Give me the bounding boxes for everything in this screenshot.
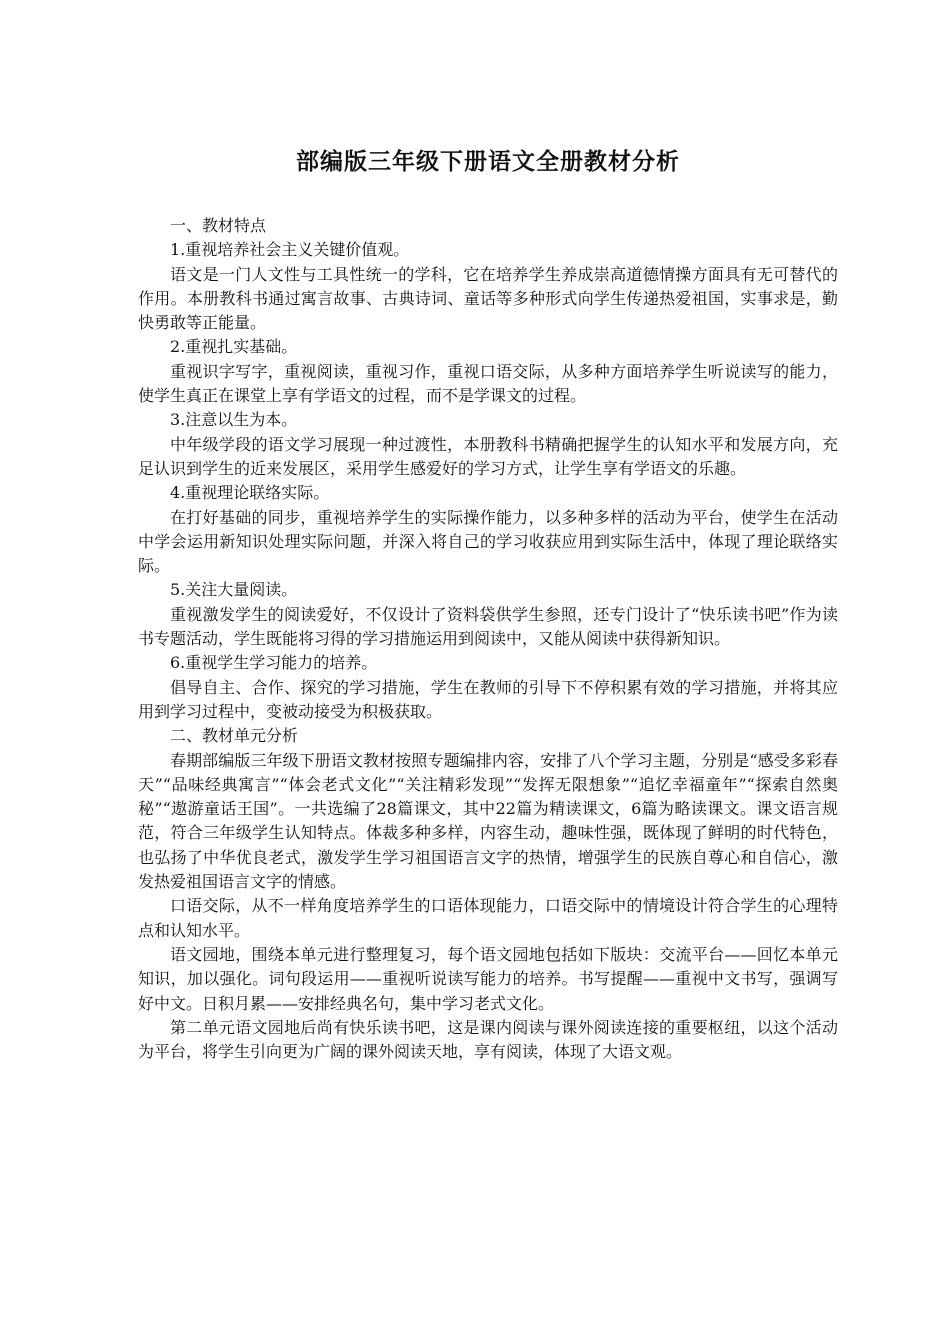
feature-text-5: 重视激发学生的阅读爱好，不仅设计了资料袋供学生参照，还专门设计了“快乐读书吧”作为读书专题活动，学生既能将习得的学习措施运用到阅读中，又能从阅读中获得新知识。: [138, 604, 838, 649]
document-body: [138, 214, 838, 1064]
reading-bar-text: 第二单元语文园地后尚有快乐读书吧，这是课内阅读与课外阅读连接的重要枢纽，以这个活动为平台，将学生引向更为广阔的课外阅读天地，享有阅读，体现了大语文观。: [138, 1017, 838, 1062]
units-overview-text: 春期部编版三年级下册语文教材按照专题编排内容，安排了八个学习主题，分别是“感受多彩春天”“品味经典寓言”“体会老式文化”“关注精彩发现”“发挥无限想象”“追忆幸福童年”“探索自然奥秘”“遨游童话王国”。一共选编了28篇课文，其中22篇为精读课文，6篇为略读课文。课文语言规范，符合三年级学生认知特点。体裁多种多样，内容生动，趣味性强，既体现了鲜明的时代特色，也弘扬了中华优良老式，激发学生学习祖国语言文字的热情，增强学生的民族自尊心和自信心，激发热爱祖国语言文字的情感。: [138, 750, 838, 892]
feature-heading-1: 1.重视培养社会主义关键价值观。: [170, 240, 410, 260]
oral-communication-text: 口语交际，从不一样角度培养学生的口语体现能力，口语交际中的情境设计符合学生的心理特点和认知水平。: [138, 896, 838, 940]
feature-heading-6: 6.重视学生学习能力的培养。: [170, 653, 378, 673]
feature-heading-4: 4.重视理论联络实际。: [170, 483, 330, 503]
feature-text-2: 重视识字写字，重视阅读，重视习作，重视口语交际，从多种方面培养学生听说读写的能力，使学生真正在课堂上享有学语文的过程，而不是学课文的过程。: [138, 361, 838, 406]
language-garden-text: 语文园地，围绕本单元进行整理复习，每个语文园地包括如下版块：交流平台——回忆本单元知识，加以强化。词句段运用——重视听说读写能力的培养。书写提醒——重视中文书写，强调写好中文。日积月累——安排经典名句，集中学习老式文化。: [138, 944, 838, 1013]
feature-heading-2: 2.重视扎实基础。: [170, 337, 298, 357]
feature-text-3: 中年级学段的语文学习展现一种过渡性，本册教科书精确把握学生的认知水平和发展方向，充足认识到学生的近来发展区，采用学生感爱好的学习方式，让学生享有学语文的乐趣。: [138, 434, 838, 478]
feature-text-1: 语文是一门人文性与工具性统一的学科，它在培养学生养成崇高道德情操方面具有无可替代的作用。本册教科书通过寓言故事、古典诗词、童话等多种形式向学生传递热爱祖国，实事求是，勤快勇敢等正能量。: [138, 264, 838, 333]
section-heading-features: 一、教材特点: [170, 216, 267, 235]
feature-heading-5: 5.关注大量阅读。: [170, 580, 298, 600]
document-title: 部编版三年级下册语文全册教材分析: [296, 149, 680, 175]
section-heading-units: 二、教材单元分析: [170, 726, 299, 746]
document-page: [138, 140, 838, 1064]
feature-text-4: 在打好基础的同步，重视培养学生的实际操作能力，以多种多样的活动为平台，使学生在活动中学会运用新知识处理实际问题，并深入将自己的学习收获应用到实际生活中，体现了理论联络实际。: [138, 507, 838, 576]
feature-text-6: 倡导自主、合作、探究的学习措施，学生在教师的引导下不停积累有效的学习措施，并将其应用到学习过程中，变被动接受为积极获取。: [138, 677, 838, 721]
feature-heading-3: 3.注意以生为本。: [170, 410, 298, 430]
